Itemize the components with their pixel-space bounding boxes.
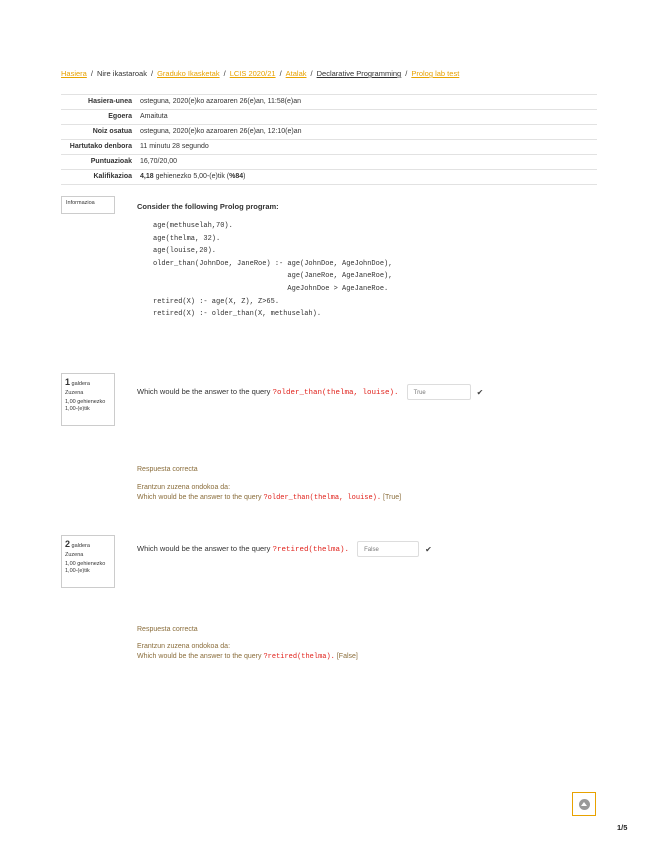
- summary-row-grade: [61, 170, 597, 185]
- arrow-up-icon: [579, 799, 590, 810]
- summary-label: Hartutako denbora: [61, 140, 136, 155]
- breadcrumb-sections-link[interactable]: Atalak: [285, 69, 307, 78]
- summary-label: Egoera: [61, 110, 136, 125]
- question-number: 1: [65, 377, 71, 387]
- question-query: ?retired(thelma).: [272, 545, 350, 554]
- breadcrumb-separator: /: [279, 69, 282, 78]
- grade-score: 4,18: [140, 173, 154, 180]
- summary-label: Noiz osatua: [61, 125, 136, 140]
- question-1-info-box: [61, 373, 115, 426]
- question-label: galdera: [71, 543, 90, 549]
- summary-value: 16,70/20,00: [136, 155, 597, 170]
- question-prompt: Which would be the answer to the query: [137, 386, 273, 396]
- right-answer-prompt: Which would be the answer to the query: [137, 494, 264, 501]
- summary-row-time-taken: [61, 140, 597, 155]
- question-2-feedback: Respuesta correcta: [137, 626, 198, 633]
- grade-text: gehienezko 5,00-(e)tik (: [153, 173, 230, 180]
- summary-label: Puntuazioak: [61, 155, 136, 170]
- breadcrumb: [61, 69, 459, 78]
- breadcrumb-degree-link[interactable]: Graduko Ikasketak: [157, 69, 220, 78]
- info-title: Consider the following Prolog program:: [137, 202, 279, 211]
- summary-value: 11 minutu 28 segundo: [136, 140, 597, 155]
- breadcrumb-quiz-link[interactable]: Prolog lab test: [411, 69, 460, 78]
- summary-value: osteguna, 2020(e)ko azaroaren 26(e)an, 12:10(e)an: [136, 125, 597, 140]
- page-number: 1/5: [617, 823, 628, 832]
- question-1-text: [137, 384, 483, 400]
- right-answer-query: ?older_than(thelma, louise).: [263, 494, 382, 502]
- summary-label: Hasiera-unea: [61, 95, 136, 110]
- question-number: 2: [65, 539, 71, 549]
- question-2-info-box: [61, 535, 115, 588]
- prolog-program-code: age(methuselah,70). age(thelma, 32). age(louise,20). older_than(JohnDoe, JaneRoe) :- age(JohnDoe, AgeJohnDoe), age(JaneRoe, AgeJaneRoe), AgeJohnDoe > AgeJaneRoe. retired(X) :- age(X, Z), Z>65. retired(X) :- older_than(X, methuselah).: [153, 222, 393, 319]
- breadcrumb-separator: /: [405, 69, 408, 78]
- summary-row-marks: [61, 155, 597, 170]
- grade-percent: %84: [229, 173, 244, 180]
- summary-grade-value: [136, 170, 597, 185]
- right-answer-prompt: Which would be the answer to the query: [137, 653, 264, 660]
- summary-row-started: [61, 95, 597, 110]
- breadcrumb-my-courses: Nire ikastaroak: [96, 69, 147, 78]
- question-2-text: [137, 541, 432, 557]
- summary-value: osteguna, 2020(e)ko azaroaren 26(e)an, 11:58(e)an: [136, 95, 597, 110]
- question-2-right-answer-intro: Erantzun zuzena ondokoa da:: [137, 643, 231, 650]
- info-box: Informazioa: [61, 196, 115, 214]
- summary-label: Kalifikazioa: [61, 170, 136, 185]
- grade-close: ): [243, 173, 246, 180]
- breadcrumb-home-link[interactable]: Hasiera: [61, 69, 87, 78]
- breadcrumb-separator: /: [223, 69, 226, 78]
- question-2-right-answer: [137, 653, 358, 661]
- question-label: galdera: [71, 381, 90, 387]
- right-answer-value: [False]: [336, 653, 358, 660]
- summary-row-state: [61, 110, 597, 125]
- right-answer-value: [True]: [383, 494, 402, 501]
- right-answer-query: ?retired(thelma).: [263, 653, 335, 661]
- question-query: ?older_than(thelma, louise).: [272, 388, 399, 397]
- answer-select[interactable]: True: [407, 384, 471, 400]
- question-prompt: Which would be the answer to the query: [137, 543, 273, 553]
- question-marks: 1,00 gehienezko 1,00-(e)tik: [65, 399, 106, 412]
- question-1-right-answer: [137, 494, 401, 502]
- back-to-top-button[interactable]: [572, 792, 596, 816]
- summary-row-completed: [61, 125, 597, 140]
- summary-value: Amaituta: [136, 110, 597, 125]
- question-1-right-answer-intro: Erantzun zuzena ondokoa da:: [137, 484, 231, 491]
- check-icon: ✔: [425, 544, 432, 554]
- breadcrumb-separator: /: [90, 69, 93, 78]
- question-state: Zuzena: [65, 552, 84, 558]
- breadcrumb-separator: /: [150, 69, 154, 78]
- breadcrumb-section: Declarative Programming: [316, 69, 402, 78]
- question-marks: 1,00 gehienezko 1,00-(e)tik: [65, 561, 106, 574]
- question-state: Zuzena: [65, 390, 84, 396]
- breadcrumb-separator: /: [310, 69, 313, 78]
- check-icon: ✔: [476, 387, 484, 397]
- answer-select[interactable]: False: [357, 541, 419, 557]
- breadcrumb-course-link[interactable]: LCIS 2020/21: [229, 69, 276, 78]
- question-1-feedback: Respuesta correcta: [137, 466, 198, 473]
- attempt-summary-table: [61, 94, 597, 185]
